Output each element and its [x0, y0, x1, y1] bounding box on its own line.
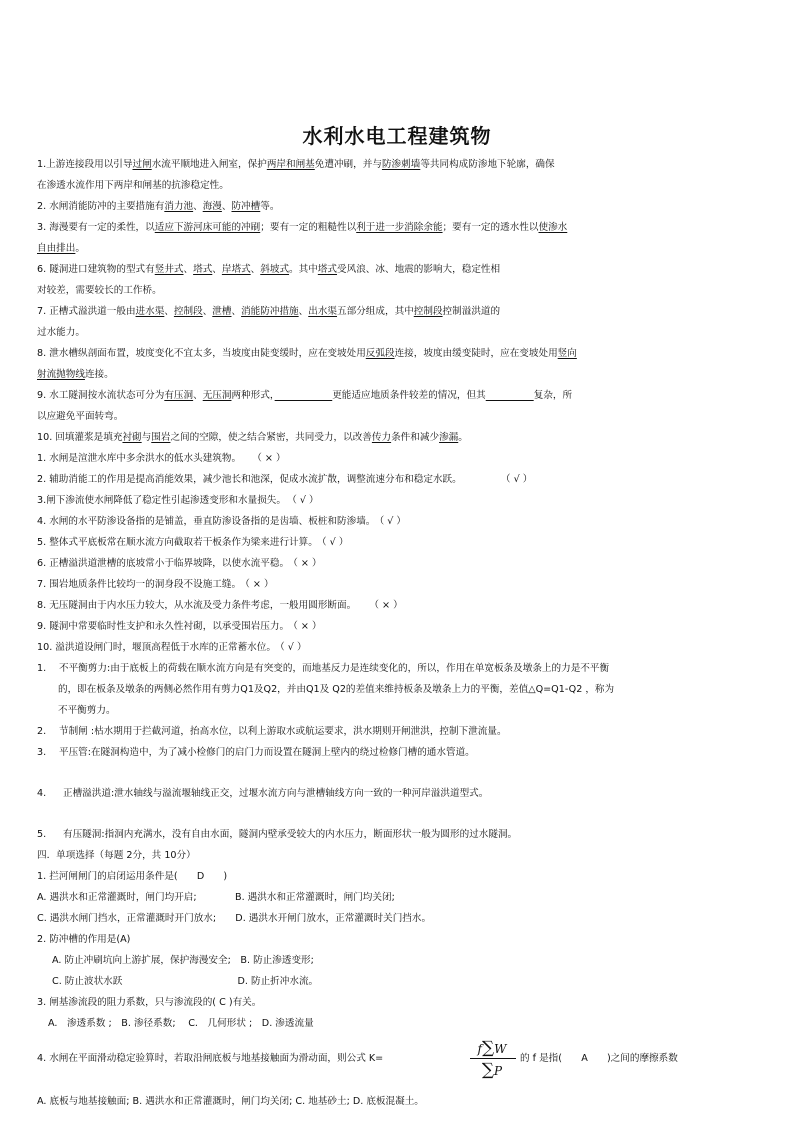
text: 条件和减少 [391, 432, 440, 443]
definition-1 [37, 662, 759, 675]
judge-item [37, 557, 759, 570]
judge-question: 2. 辅助消能工的作用是提高消能效果，减少池长和池深，促成水流扩散，调整流速分布和稳定水跃。 [37, 474, 462, 485]
definition-text: 正槽溢洪道:泄水轴线与溢流堰轴线正交，过堰水流方向与泄槽轴线方向一致的一种河岸溢洪道型式。 [63, 788, 489, 799]
definition-text: 节制闸 :枯水期用于拦截河道，抬高水位，以利上游取水或航运要求，洪水期则开闸泄洪，控制下泄流量。 [59, 726, 507, 737]
fraction-bar [470, 1058, 516, 1059]
text: 五部分组成，其中 [337, 306, 414, 317]
judge-answer: （ √ ） [321, 537, 349, 548]
judge-question: 1. 水闸是渲泄水库中多余洪水的低水头建筑物。 [37, 453, 242, 464]
choice-line: 3. 闸基渗流段的阻力系数，只与渗流段的( C )有关。 [37, 997, 262, 1008]
text: 、 [164, 306, 174, 317]
choice-line: A. 底板与地基接触面; B. 遇洪水和正常灌溉时，闸门均关闭; C. 地基砂土; D. 底板混凝土。 [37, 1096, 424, 1107]
text: 。 [458, 432, 468, 443]
friction-formula [466, 1036, 518, 1080]
judge-answer: （ √ ） [279, 642, 307, 653]
text: 。 [75, 243, 85, 254]
text: 复杂，所 [533, 390, 573, 401]
text: 受风浪、冰、地震的影响大，稳定性相 [337, 264, 501, 275]
page-title: 水利水电工程建筑物 [302, 124, 492, 148]
answer: 利于进一步消除余能 [356, 222, 443, 233]
judge-question: 8. 无压隧洞由于内水压力较大，从水流及受力条件考虑，一般用圆形断面。 [37, 600, 357, 611]
judge-item [37, 641, 759, 654]
q4-text-after: 的 f 是指( A )之间的摩擦系数 [520, 1053, 678, 1064]
choice-line: A. 防止冲刷坑向上游扩展，保护海漫安全; B. 防止渗透变形; [52, 955, 314, 966]
definition-number: 5. [37, 829, 47, 840]
fill-line-10 [37, 431, 759, 444]
text: 9. 水工隧洞按水流状态可分为 [37, 390, 165, 401]
answer: 两岸和闸基 [266, 159, 315, 170]
text: 6. 隧洞进口建筑物的型式有 [37, 264, 155, 275]
fill-line-6b [37, 284, 759, 297]
judge-item [37, 473, 759, 486]
judge-item [37, 620, 759, 633]
text: 控制溢洪道的 [442, 306, 501, 317]
text: 、 [250, 264, 261, 275]
answer: 传力 [371, 432, 392, 443]
fill-line-2 [37, 200, 759, 213]
definition-number: 4. [37, 788, 47, 799]
text: 以应避免平面转弯。 [37, 411, 124, 422]
judge-answer: （ √ ） [379, 516, 406, 527]
answer: 泄槽 [212, 306, 232, 317]
choice-line: A. 遇洪水和正常灌溉时，闸门均开启; B. 遇洪水和正常灌溉时，闸门均关闭; [37, 892, 395, 903]
judge-answer: （ × ） [245, 579, 274, 590]
fill-line-6 [37, 263, 759, 276]
judge-question: 9. 隧洞中常要临时性支护和永久性衬砌，以承受围岩压力。 [37, 621, 290, 632]
fill-line-9b [37, 410, 759, 423]
choice-line: 1. 拦河闸闸门的启闭运用条件是( D ) [37, 871, 228, 882]
text: 、 [298, 306, 309, 317]
text: 免遭冲刷，并与 [314, 159, 382, 170]
judge-item [37, 452, 759, 465]
judge-answer: （ × ） [293, 558, 322, 569]
judge-answer: （ × ） [257, 453, 286, 464]
fill-line-9 [37, 389, 759, 402]
answer: 适应下游河床可能的冲刷 [154, 222, 261, 233]
text: 1.上游连接段用以引导 [37, 159, 133, 170]
judge-item [37, 494, 759, 507]
answer: 渗漏 [439, 432, 459, 443]
judge-answer: （ √ ） [292, 495, 319, 506]
text: 在渗透水流作用下两岸和闸基的抗渗稳定性。 [37, 180, 229, 191]
choice-line: C. 遇洪水闸门挡水，正常灌溉时开门放水; D. 遇洪水开闸门放水，正常灌溉时关门挡水。 [37, 913, 432, 924]
q4-text-before: 4. 水闸在平面滑动稳定验算时，若取沿闸底板与地基接触面为滑动面，则公式 K= [37, 1053, 384, 1064]
definition-number: 2. [37, 726, 47, 737]
answer: 消力池 [164, 201, 194, 212]
blank [486, 390, 534, 401]
answer: 使渗水 [538, 222, 568, 233]
definition-1-cont [58, 683, 758, 696]
answer: 防冲槽 [231, 201, 261, 212]
fill-line-8b [37, 368, 759, 381]
answer: 有压洞 [164, 390, 194, 401]
answer: 海漫 [202, 201, 222, 212]
choice-line: 2. 防冲槽的作用是(A) [37, 934, 131, 945]
fill-line-7b [37, 326, 759, 339]
fill-line-3b [37, 242, 759, 255]
definition-2 [37, 725, 759, 738]
judge-question: 6. 正槽溢洪道泄槽的底坡常小于临界坡降，以使水流平稳。 [37, 558, 290, 569]
answer: 控制段 [413, 306, 443, 317]
text: ；要有一定的透水性以 [442, 222, 539, 233]
formula-denominator: ∑P [481, 1060, 503, 1080]
judge-question: 5. 整体式平底板常在顺水流方向截取若干板条作为梁来进行计算。 [37, 537, 318, 548]
text: 更能适应地质条件较差的情况，但其 [332, 390, 486, 401]
text: 连接。 [84, 369, 114, 380]
judge-answer: （ × ） [374, 600, 403, 611]
answer: 竖向 [557, 348, 577, 359]
answer: 控制段 [173, 306, 203, 317]
text: 、 [202, 306, 213, 317]
answer: 斜坡式 [260, 264, 290, 275]
text: 水流平顺地进入闸室，保护 [151, 159, 267, 170]
answer: 竖井式 [154, 264, 184, 275]
definition-3 [37, 746, 759, 759]
judge-question: 7. 围岩地质条件比较均一的洞身段不设施工缝。 [37, 579, 242, 590]
text: 与 [141, 432, 152, 443]
judge-question: 4. 水闸的水平防渗设备指的是铺盖，垂直防渗设备指的是齿墙、板桩和防渗墙。 [37, 516, 376, 527]
definition-5 [37, 828, 759, 841]
definition-4 [37, 787, 759, 800]
answer: 消能防冲措施 [241, 306, 299, 317]
definition-text: 的，即在板条及墩条的两侧必然作用有剪力Q1及Q2，并由Q1及 Q2的差值来维持板条及墩条上力的平衡，差值△Q=Q1-Q2 ，称为 [58, 684, 615, 695]
answer: 过闸 [132, 159, 152, 170]
fill-line-8 [37, 347, 759, 360]
text: 。其中 [289, 264, 318, 275]
judge-question: 10. 溢洪道设闸门时，堰顶高程低于水库的正常蓄水位。 [37, 642, 276, 653]
answer: 自由排出 [37, 243, 76, 254]
answer: 塔式 [317, 264, 338, 275]
fill-line-7 [37, 305, 759, 318]
text: 、 [231, 306, 242, 317]
text: 两种形式， [231, 390, 275, 401]
judge-question: 3.闸下渗流使水闸降低了稳定性引起渗透变形和水量损失。 [37, 495, 286, 506]
choice-line: A. 渗透系数 ; B. 渗径系数; C. 几何形状 ; D. 渗透流量 [48, 1018, 314, 1029]
judge-item [37, 578, 759, 591]
text: 、 [212, 264, 222, 275]
judge-answer: （ × ） [293, 621, 322, 632]
fill-line-3 [37, 221, 759, 234]
judge-item [37, 536, 759, 549]
text: 、 [183, 264, 194, 275]
answer: 围岩 [151, 432, 171, 443]
text: 10. 回填灌浆是填充 [37, 432, 123, 443]
text: 等。 [260, 201, 280, 212]
text: 、 [193, 201, 203, 212]
choice-header: 四．单项选择（每题 2分，共 10分） [37, 850, 196, 861]
judge-answer: （ √ ） [505, 474, 533, 485]
definition-number: 3. [37, 747, 47, 758]
text: 过水能力。 [37, 327, 85, 338]
judge-item [37, 515, 759, 528]
choice-line: C. 防止波状水跃 D. 防止折冲水流。 [52, 976, 319, 987]
text: 2. 水闸消能防冲的主要措施有 [37, 201, 165, 212]
answer: 进水渠 [135, 306, 165, 317]
text: 等共同构成防渗地下轮廓，确保 [420, 159, 555, 170]
answer: 塔式 [193, 264, 213, 275]
answer: 出水渠 [308, 306, 338, 317]
definition-text: 不平衡剪力:由于底板上的荷载在顺水流方向是有突变的，而地基反力是连续变化的，所以，作用在单宽板条及墩条上的力是不平衡 [59, 663, 610, 674]
fill-line-1 [37, 158, 759, 171]
answer: 岸塔式 [221, 264, 251, 275]
text: 、 [193, 390, 203, 401]
answer: 射流抛物线 [37, 369, 85, 380]
text: 7. 正槽式溢洪道一般由 [37, 306, 136, 317]
answer: 防渗刺墙 [381, 159, 421, 170]
definition-1-cont [58, 704, 758, 717]
text: 8. 泄水槽纵剖面布置，坡度变化不宜太多，当坡度由陡变缓时，应在变坡处用 [37, 348, 366, 359]
definition-text: 不平衡剪力。 [58, 705, 116, 716]
judge-item [37, 599, 759, 612]
definition-number: 1. [37, 663, 47, 674]
text: ；要有一定的粗糙性以 [260, 222, 357, 233]
text: 连接，坡度由缓变陡时，应在变坡处用 [394, 348, 558, 359]
formula-numerator: f∑W [477, 1038, 507, 1058]
answer: 无压洞 [202, 390, 232, 401]
answer: 反弧段 [365, 348, 395, 359]
fill-line-1b [37, 179, 759, 192]
text: 3. 海漫要有一定的柔性，以 [37, 222, 155, 233]
definition-text: 平压管:在隧洞构造中，为了减小检修门的启门力而设置在隧洞上壁内的绕过检修门槽的通水管道。 [59, 747, 475, 758]
text: 之间的空隙，使之结合紧密，共同受力，以改善 [170, 432, 372, 443]
definition-text: 有压隧洞:指洞内充满水，没有自由水面，隧洞内壁承受较大的内水压力，断面形状一般为圆形的过水隧洞。 [63, 829, 518, 840]
text: 、 [221, 201, 232, 212]
answer: 衬砌 [122, 432, 142, 443]
blank [275, 390, 333, 401]
text: 对较差，需要较长的工作桥。 [37, 285, 162, 296]
